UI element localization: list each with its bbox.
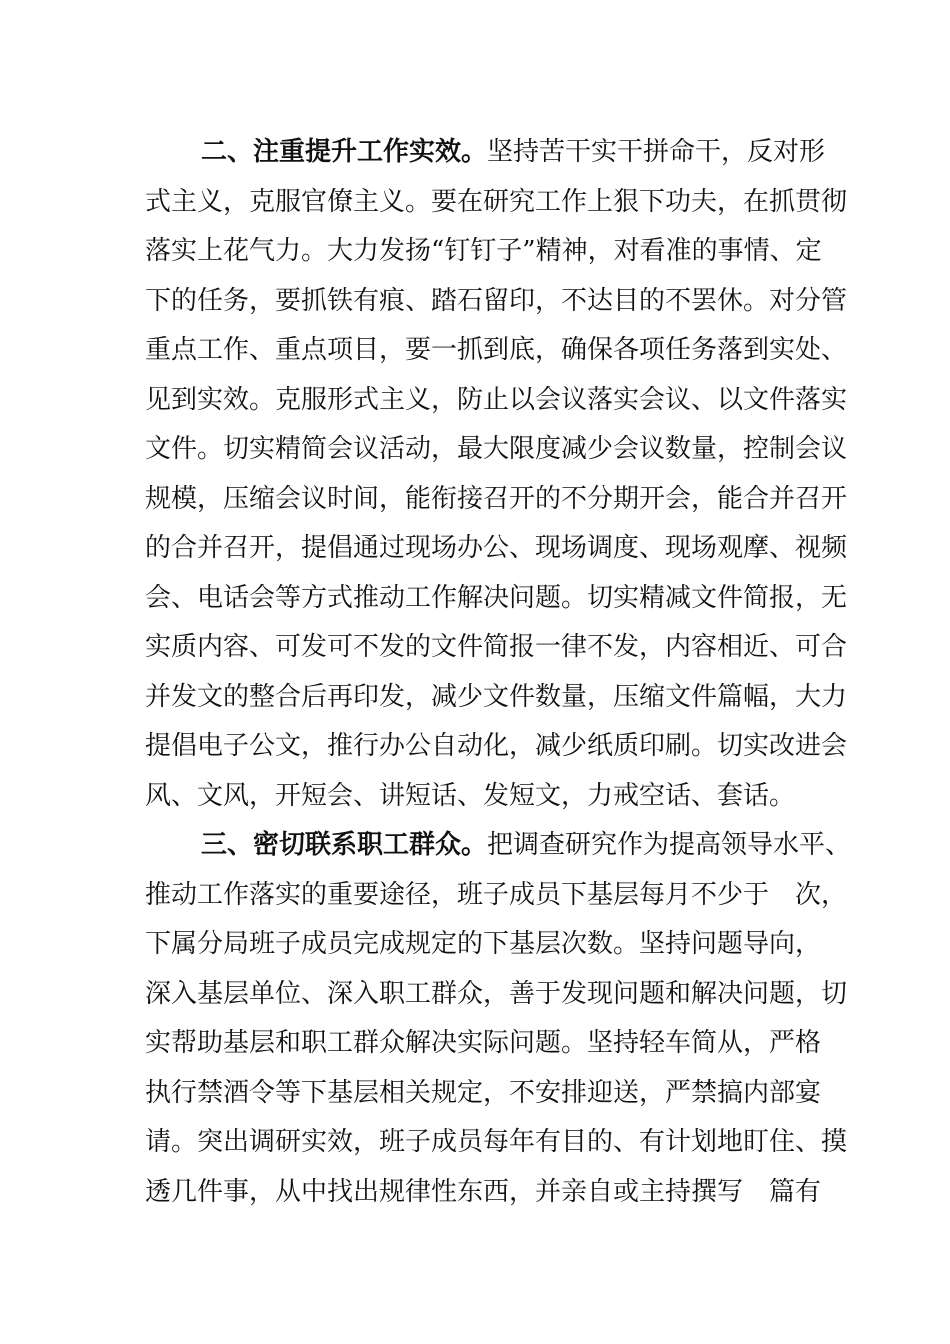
section3-line-6: 执行禁酒令等下基层相关规定，不安排迎送，严禁搞内部宴 bbox=[145, 1077, 822, 1108]
section2-line-9: 的合并召开，提倡通过现场办公、现场调度、现场观摩、视频 bbox=[145, 533, 848, 563]
section3-heading: 三、密切联系职工群众。 bbox=[201, 830, 488, 860]
section2-text: 坚持苦干实干拼命干，反对形 bbox=[487, 137, 826, 167]
section2-line-4: 下的任务，要抓铁有痕、踏石留印，不达目的不罢休。对分管 bbox=[145, 285, 848, 316]
section3-line-3: 下属分局班子成员完成规定的下基层次数。坚持问题导向， bbox=[145, 929, 822, 959]
section2-line-6: 见到实效。克服形式主义，防止以会议落实会议、以文件落实 bbox=[145, 384, 848, 415]
section2-line-8: 规模，压缩会议时间，能衔接召开的不分期开会，能合并召开 bbox=[145, 483, 848, 514]
section2-line-2: 式主义，克服官僚主义。要在研究工作上狠下功夫，在抓贯彻 bbox=[145, 186, 848, 217]
section2-heading: 二、注重提升工作实效。 bbox=[201, 137, 488, 167]
section3-line-4: 深入基层单位、深入职工群众，善于发现问题和解决问题，切 bbox=[145, 978, 848, 1009]
section3-line-1 bbox=[145, 821, 852, 871]
section2-line-1 bbox=[145, 128, 826, 178]
section2-line-3: 落实上花气力。大力发扬“钉钉子”精神，对看准的事情、定 bbox=[145, 236, 822, 266]
section2-line-10: 会、电话会等方式推动工作解决问题。切实精减文件简报，无 bbox=[145, 582, 848, 613]
section2-line-12: 并发文的整合后再印发，减少文件数量，压缩文件篇幅，大力 bbox=[145, 681, 848, 712]
section3-line-7: 请。突出调研实效，班子成员每年有目的、有计划地盯住、摸 bbox=[145, 1127, 848, 1157]
section3-line-8: 透几件事，从中找出规律性东西，并亲自或主持撰写 篇有 bbox=[145, 1176, 822, 1207]
section2-line-13: 提倡电子公文，推行办公自动化，减少纸质印刷。切实改进会 bbox=[145, 731, 848, 761]
document-body bbox=[145, 128, 852, 1217]
section3-line-5: 实帮助基层和职工群众解决实际问题。坚持轻车简从，严格 bbox=[145, 1028, 822, 1058]
section2-line-7: 文件。切实精简会议活动，最大限度减少会议数量，控制会议 bbox=[145, 434, 848, 464]
section3-line-2: 推动工作落实的重要途径，班子成员下基层每月不少于 次， bbox=[145, 879, 848, 910]
section2-line-14: 风、文风，开短会、讲短话、发短文，力戒空话、套话。 bbox=[145, 780, 796, 811]
section2-line-5: 重点工作、重点项目，要一抓到底，确保各项任务落到实处、 bbox=[145, 335, 848, 365]
section2-line-11: 实质内容、可发可不发的文件简报一律不发，内容相近、可合 bbox=[145, 632, 848, 662]
section3-text: 把调查研究作为提高领导水平、 bbox=[487, 830, 852, 860]
